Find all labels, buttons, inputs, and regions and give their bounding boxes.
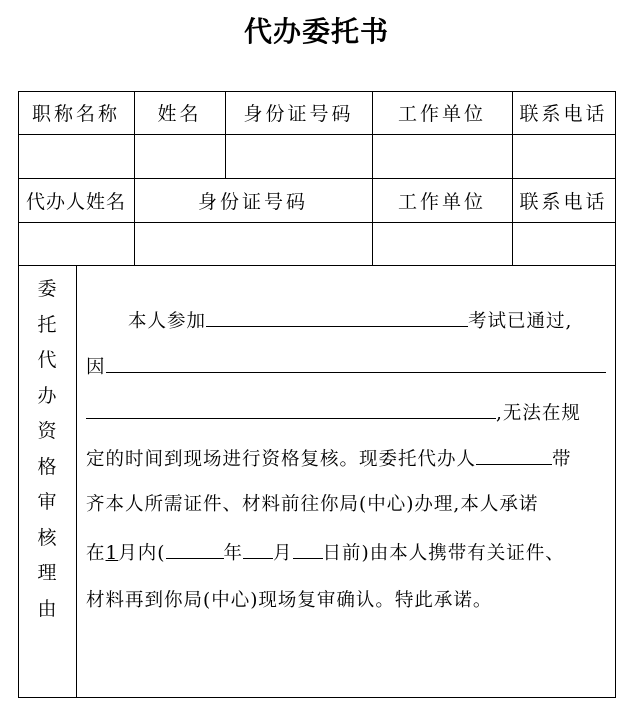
table-border-right: [615, 91, 616, 698]
body-text: 齐本人所需证件、材料前往你局(中心)办理,本人承诺: [86, 494, 539, 515]
body-text: 材料再到你局(中心)现场复审确认。特此承诺。: [86, 590, 493, 611]
exam-name-blank[interactable]: [206, 306, 468, 327]
header-phone: 联系电话: [519, 103, 608, 125]
input-agent-id-number[interactable]: [135, 223, 372, 265]
reason-label-char: 委: [37, 278, 57, 300]
reason-blank-2[interactable]: [86, 398, 496, 419]
reason-label-divider: [76, 265, 77, 697]
body-text: 定的时间到现场进行资格复核。现委托代办人: [86, 449, 477, 470]
header-work-unit: 工作单位: [397, 103, 486, 125]
input-name[interactable]: [135, 135, 225, 178]
body-text: 年: [223, 543, 244, 564]
body-line-1: [128, 306, 572, 333]
input-agent-phone[interactable]: [513, 223, 615, 265]
header-agent-phone: 联系电话: [519, 190, 608, 213]
day-blank[interactable]: [293, 538, 323, 559]
reason-label-char: 审: [37, 491, 57, 513]
body-text: 本人参加: [128, 311, 207, 332]
body-text: 月内(: [118, 543, 166, 564]
input-title-name[interactable]: [19, 135, 134, 178]
input-agent-name[interactable]: [19, 223, 134, 265]
header-id-number: 身份证号码: [243, 103, 354, 125]
month-count: 1: [105, 543, 119, 564]
reason-label-char: 核: [37, 526, 57, 549]
document-title: 代办委托书: [243, 15, 389, 48]
reason-label-char: 理: [37, 562, 57, 584]
body-text: 因: [86, 357, 106, 378]
header-agent-work-unit: 工作单位: [397, 190, 486, 213]
header-title-name: 职称名称: [31, 103, 120, 125]
reason-label-char: 资: [37, 420, 57, 442]
header-agent-id-number: 身份证号码: [197, 190, 308, 213]
reason-label-char: 托: [37, 313, 57, 336]
input-id-number[interactable]: [226, 135, 372, 178]
reason-label: [18, 272, 76, 627]
reason-blank-1[interactable]: [106, 352, 606, 373]
input-phone[interactable]: [513, 135, 615, 178]
reason-label-char: 代: [37, 349, 57, 371]
table-border-bottom: [18, 697, 616, 698]
month-blank[interactable]: [243, 538, 273, 559]
body-text: ,无法在规: [496, 403, 581, 424]
reason-label-char: 格: [37, 455, 57, 478]
input-agent-work-unit[interactable]: [373, 223, 512, 265]
body-line-6: [86, 538, 565, 565]
body-line-7: [86, 586, 492, 612]
table-line-row4: [18, 265, 616, 266]
body-line-5: [86, 490, 538, 516]
body-line-2: [86, 352, 606, 379]
reason-label-char: 由: [37, 597, 57, 620]
body-text: 考试已通过,: [468, 311, 573, 332]
body-line-3: [86, 398, 581, 425]
header-name: 姓名: [157, 103, 202, 125]
year-blank[interactable]: [166, 538, 224, 559]
reason-label-char: 办: [37, 384, 57, 407]
agent-blank[interactable]: [476, 444, 552, 465]
input-work-unit[interactable]: [373, 135, 512, 178]
body-text: 带: [552, 449, 572, 470]
body-line-4: [86, 444, 572, 471]
body-text: 月: [273, 543, 293, 564]
body-text: 在: [86, 543, 106, 564]
header-agent-name: 代办人姓名: [25, 190, 126, 213]
body-text: 日前)由本人携带有关证件、: [322, 543, 565, 564]
